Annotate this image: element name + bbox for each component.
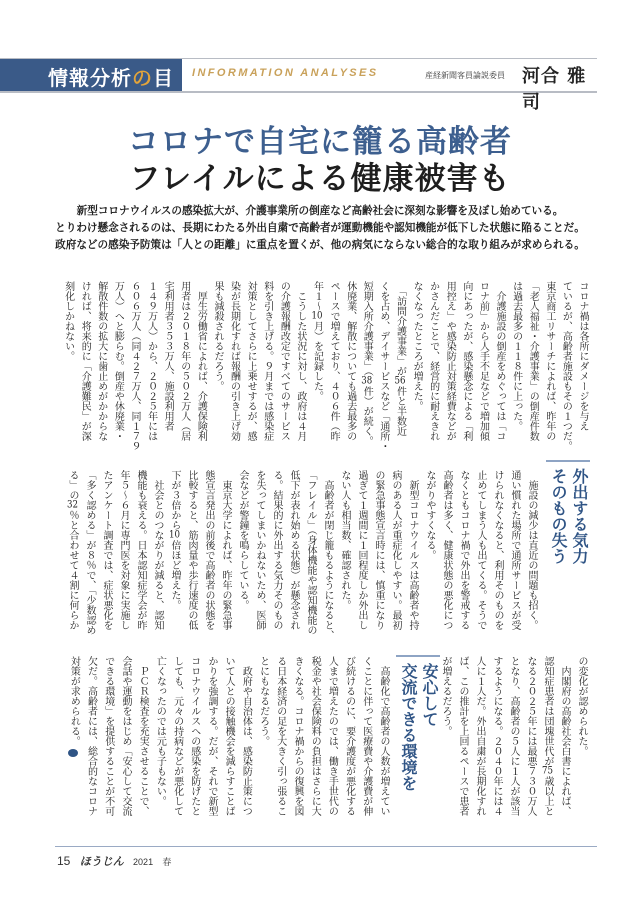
text-column: 向にあったが、感染懸念による「利 (460, 281, 472, 441)
text-column: 機能も衰える。日本認知症学会が昨 (135, 470, 146, 630)
text-column: こうした状況に対し、政府は４月 (294, 281, 306, 441)
text-column: なくなったところが増えた。 (411, 281, 423, 411)
eye-icon (68, 749, 78, 757)
text-column: 税金や社会保険料の負担はさらに大 (309, 656, 321, 816)
text-column: コロナウイルスへの感染を防げたと (188, 656, 200, 816)
series-title-end: 目 (153, 66, 174, 90)
number: 38 (361, 376, 373, 386)
text-column: 介護施設の倒産をめぐっては「コ (494, 281, 506, 441)
issue-season: 春 (162, 857, 172, 867)
magazine-logo: ほうじん (79, 855, 124, 868)
text-column: かさんだことで、経営的に耐えきれ (427, 281, 439, 441)
text-column: 比較すると、筋肉量や歩行速度の低 (186, 470, 197, 630)
issue-year: 2021 (133, 857, 154, 867)
text-column: ＰＣＲ検査を充実させることで、 (137, 656, 149, 816)
text-column: 東京商工リサーチによれば、昨年の (543, 281, 555, 441)
text-column: 東京大学によれば、昨年の緊急事 (220, 470, 231, 630)
text-column: 厚生労働省によれば、介護保険利 (195, 281, 207, 441)
text-column: 認知症患者は団塊世代が75歳以上と (542, 656, 553, 816)
text-column: は過去最多の１１８件に上った。 (510, 281, 522, 431)
text-column: 対策としてさらに上乗せするが、感 (245, 281, 257, 441)
lead-paragraph (0, 203, 640, 254)
text-column: 染が長期化すれば報酬の引き上げ効 (228, 281, 240, 441)
number: 75 (542, 766, 553, 776)
text-column: 欠だ。高齢者には、総合的なコロナ (85, 656, 97, 816)
text-column: ない人も相当数、確認された。 (339, 470, 350, 610)
text-column: いて人との接触機会を減らすことば (223, 656, 235, 816)
text-column: けられなくなると、利用そのものを (492, 470, 503, 630)
text-column: 用控え」や感染防止対策経費などが (444, 281, 456, 441)
text-column: 止めてしまう人も出てくる。そうで (475, 470, 486, 630)
text-column: び続けるのに、要介護度が悪化する (343, 656, 355, 816)
text-column: を失ってしまいかねないため、医師 (254, 470, 265, 630)
text-column: 高齢者は多く、健康状態の悪化につ (441, 470, 452, 630)
text-column: 下が３倍から10倍ほど増えた。 (169, 470, 180, 610)
text-column: 低下が表れ始める状態）が懸念され (288, 470, 299, 630)
text-column: たアンケート調査では、症状悪化を (101, 470, 112, 630)
subheadline: フレイルによる健康被害も (129, 161, 511, 197)
text-column: 亡くなったのでは元も子もない。 (154, 656, 166, 806)
text-column: 施設の減少は直近の問題も招く。 (526, 470, 537, 630)
lead-line: 政府などの感染予防策は「人との距離」に重点を置くが、他の病気にならない総合的な取り組みが求められる。 (55, 239, 585, 251)
text-column: 人に１人だ。外出自粛が長期化すれ (474, 656, 485, 816)
page-footer (57, 853, 177, 869)
section-heading-line: 安心して (420, 663, 439, 727)
footer-divider (55, 846, 597, 847)
headline: コロナで自宅に籠る高齢者 (128, 124, 512, 160)
text-column: 高齢者が閉じ籠もるようになると、 (322, 470, 333, 640)
number: 10 (169, 530, 180, 540)
series-title-main: 情報分析 (48, 66, 132, 90)
text-column: ているが、高齢者施設もその１つだ。 (560, 281, 572, 451)
text-column: 態宣言発出の前後で高齢者の状態を (203, 470, 214, 630)
text-column: ば、この推計を上回るペースで患者 (457, 656, 468, 816)
series-title-no: の (132, 66, 153, 90)
text-column: なくともコロナ禍で外出を警戒する (458, 470, 469, 630)
text-column: 刻化しかねない。 (62, 281, 74, 361)
text-column: 「老人福祉・介護事業」の倒産件数 (527, 281, 539, 441)
text-column: ながりやすくなる。 (424, 470, 435, 560)
number: 32 (67, 500, 78, 510)
text-column: 「多く認める」が８％で、「少数認め (84, 470, 95, 635)
text-column: ペースで増えており、４０６件（昨 (328, 281, 340, 441)
text-column: の介護報酬改定ですべてのサービス (278, 281, 290, 441)
body-tier-2 (64, 470, 540, 642)
text-column: きくなる。コロナ禍からの復興を図 (291, 656, 303, 816)
series-title-bar (0, 59, 182, 91)
text-column: とにもなるだろう。 (257, 656, 269, 746)
text-column: なる２０２５年には最悪７３０万人 (525, 656, 536, 816)
text-column: 宅利用者３５３万人、施設利用者 (162, 281, 174, 431)
text-column: 高齢化で高齢者の人数が増えてい (378, 656, 389, 816)
text-column: 万人）へと膨らむ。倒産や休廃業・ (112, 281, 124, 441)
text-column: 「訪問介護事業」が56件と半数近 (394, 281, 406, 436)
text-column: る。結果的に外出する気力そのもの (271, 470, 282, 630)
text-column: １４９万人）から、２０２５年には (145, 281, 157, 441)
text-column: かりを強調する。だが、それで新型 (205, 656, 217, 816)
text-column: 短期入所介護事業」（38件）が続く。 (361, 281, 373, 446)
text-column: 病のある人が重症化しやすい。最初 (390, 470, 401, 630)
text-column: 用者は２０１８年の５０２万人（居 (178, 281, 190, 441)
text-column: 政府や自治体は、感染防止策につ (240, 656, 252, 816)
text-column: くを占め、デイサービスなど「通所・ (377, 281, 389, 451)
lead-line: とりわけ懸念されるのは、長期にわたる外出自粛で高齢者が運動機能や認知機能が低下した状態に陥ることだ。 (55, 222, 585, 234)
text-column: となり、高齢者の５人に１人が該当 (508, 656, 519, 816)
text-column: 内閣府の高齢社会白書によれば、 (559, 656, 570, 816)
section-heading-line: 交流できる環境を (399, 663, 418, 791)
text-column: 年５～６月に専門医を対象に実施し (118, 470, 129, 630)
lead-line: 新型コロナウイルスの感染拡大が、介護事業所の倒産など高齢社会に深刻な影響を及ぼし始めている。 (76, 205, 564, 217)
text-column: ６０６万人（同４２７万人、同１７９ (128, 281, 140, 451)
author-name: 河合 雅司 (522, 66, 587, 113)
series-title-english: INFORMATION ANALYSES (192, 67, 379, 79)
text-column: 「フレイル」（身体機能や認知機能の (305, 470, 316, 635)
text-column: ロナ前」から人手不足などで増加傾 (477, 281, 489, 441)
text-column: 通い慣れた場所で通所サービスが受 (509, 470, 520, 630)
number: 10 (311, 311, 323, 321)
section-heading-1 (546, 460, 590, 564)
text-column: 解散件数の拡大に歯止めがかからな (95, 281, 107, 441)
text-column: ければ、将来的に「介護難民」が深 (79, 281, 91, 441)
text-column: る」の32％と合わせて４割に何らか (67, 470, 78, 630)
body-tier-3-left (65, 656, 392, 828)
text-column: くことに伴って医療費や介護費が伸 (360, 656, 372, 816)
series-header (0, 58, 597, 113)
text-column: 社会とのつながりが減ると、認知 (152, 470, 163, 630)
section-heading-2 (396, 655, 440, 791)
body-tier-3-right (437, 656, 590, 828)
text-column: の変化が認められた。 (576, 656, 587, 756)
section-heading-line: そのもの失う (549, 468, 568, 564)
text-column: 新型コロナウイルスは高齢者や持 (407, 470, 418, 630)
body-tier-1 (59, 281, 590, 453)
text-column: が増えるだろう。 (440, 656, 451, 736)
text-column: の緊急事態宣言時には、慎重になり (373, 470, 384, 630)
text-column: 会話や運動をはじめ「安心して交流 (119, 656, 131, 816)
text-column: 会などが警鐘を鳴らしている。 (237, 470, 248, 610)
series-title (48, 62, 174, 91)
text-column: 対策が求められる。 (65, 656, 82, 828)
text-column: できる環境」を提供することが不可 (102, 656, 114, 816)
page-number: 15 (57, 854, 71, 868)
number: 56 (394, 376, 406, 386)
text-column: 果も減殺されるだろう。 (211, 281, 223, 391)
text-column: る日本経済の足を大きく引っ張るこ (274, 656, 286, 816)
text-column: 過ぎて１週間に１回程度しか外出し (356, 470, 367, 630)
text-column: コロナ禍は各所にダメージを与え (577, 281, 588, 431)
author-role: 産経新聞客員論説委員 (425, 71, 505, 80)
text-column: しても、元々の持病などが悪化して (171, 656, 183, 816)
text-column: 年１～10月）を記録した。 (311, 281, 323, 401)
text-column: 休廃業、解散についても過去最多の (344, 281, 356, 441)
text-column: 人まで増えたのでは、働き手世代の (326, 656, 338, 816)
section-heading-line: 外出する気力 (570, 468, 589, 564)
text-column: 料を引き上げる。９月までは感染症 (261, 281, 273, 441)
text-column: するようになる。２０４０年には４ (491, 656, 502, 816)
